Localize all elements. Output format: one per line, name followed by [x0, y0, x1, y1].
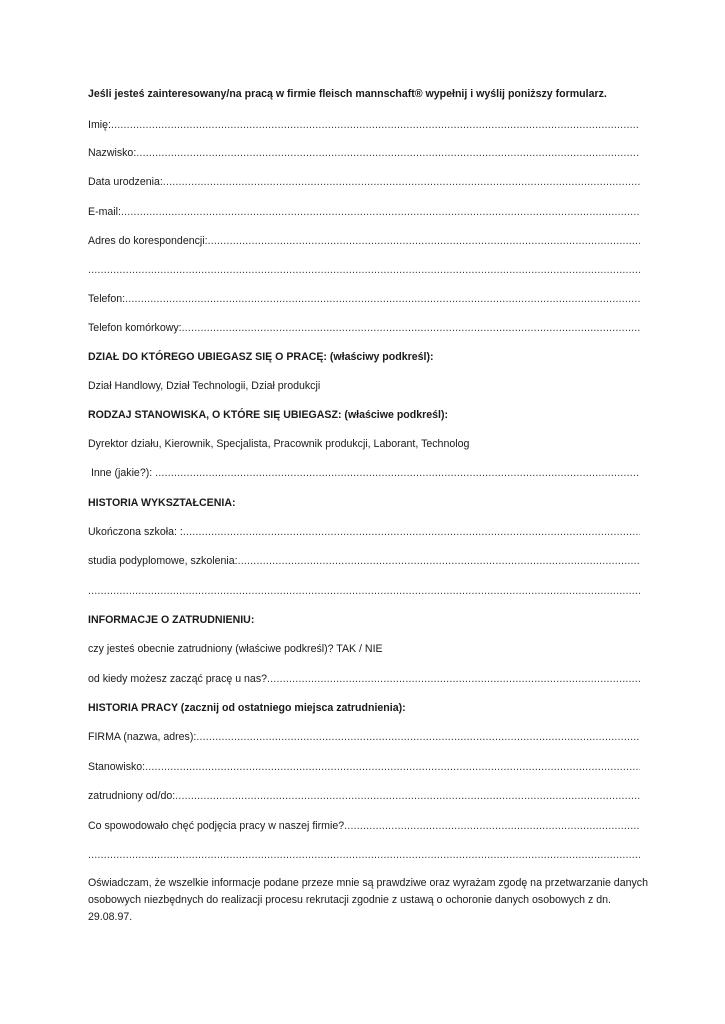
field-powod[interactable] — [88, 819, 640, 833]
field-adres-continuation-dotted-line[interactable] — [88, 263, 640, 277]
dzial-heading: DZIAŁ DO KTÓREGO UBIEGASZ SIĘ O PRACĘ: (właściwy podkreśl): — [88, 351, 434, 363]
field-adres-dotted-line[interactable] — [208, 234, 640, 248]
field-telefon-dotted-line[interactable] — [125, 292, 640, 306]
field-szkola-label: Ukończona szkoła: : — [88, 526, 183, 538]
field-szkola-dotted-line[interactable] — [183, 525, 640, 539]
field-data-urodzenia-dotted-line[interactable] — [163, 175, 640, 189]
field-od-kiedy-label: od kiedy możesz zacząć pracę u nas? — [88, 673, 268, 685]
field-studia-dotted-line[interactable] — [238, 554, 640, 568]
field-nazwisko-label: Nazwisko: — [88, 147, 137, 159]
field-nazwisko[interactable] — [88, 146, 640, 160]
field-stanowisko-dotted-line[interactable] — [145, 760, 640, 774]
field-od-kiedy-dotted-line[interactable] — [267, 672, 640, 686]
field-szkola[interactable] — [88, 525, 640, 539]
field-okres-dotted-line[interactable] — [175, 789, 640, 803]
wyksztalcenie-heading: HISTORIA WYKSZTAŁCENIA: — [88, 497, 236, 509]
field-telefon-komorkowy-dotted-line[interactable] — [182, 321, 640, 335]
historia-pracy-heading: HISTORIA PRACY (zacznij od ostatniego miejsca zatrudnienia): — [88, 702, 406, 714]
field-nazwisko-dotted-line[interactable] — [136, 146, 640, 160]
field-firma-dotted-line[interactable] — [196, 730, 640, 744]
field-telefon-label: Telefon: — [88, 293, 126, 305]
field-powod-continuation-dotted-line[interactable] — [88, 848, 640, 862]
field-data-urodzenia[interactable] — [88, 175, 640, 189]
oswiadczenie-paragraph: Oświadczam, że wszelkie informacje podane przeze mnie są prawdziwe oraz wyrażam zgodę na przetwarzanie danych osobowych niezbędnych do realizacji procesu rekrutacji zgodnie z ustawą o ochoronie danych osobowych z dn. 29.08.97. — [88, 877, 648, 923]
field-studia-continuation-dotted-line[interactable] — [88, 584, 640, 598]
field-email-label: E-mail: — [88, 206, 121, 218]
field-inne-label: Inne (jakie?): — [88, 467, 156, 479]
field-telefon-komorkowy[interactable] — [88, 321, 640, 335]
field-adres-label: Adres do korespondencji: — [88, 235, 208, 247]
zatrudnienie-obecnie[interactable]: czy jesteś obecnie zatrudniony (właściwe podkreśl)? TAK / NIE — [88, 643, 383, 655]
field-stanowisko[interactable] — [88, 760, 640, 774]
field-studia-label: studia podyplomowe, szkolenia: — [88, 555, 238, 567]
field-okres[interactable] — [88, 789, 640, 803]
zatrudnienie-heading: INFORMACJE O ZATRUDNIENIU: — [88, 614, 255, 626]
field-imie-label: Imię: — [88, 119, 111, 131]
field-stanowisko-label: Stanowisko: — [88, 761, 146, 773]
field-email-dotted-line[interactable] — [121, 205, 640, 219]
field-email[interactable] — [88, 205, 640, 219]
form-intro: Jeśli jesteś zainteresowany/na pracą w firmie fleisch mannschaft® wypełnij i wyślij poniższy formularz. — [88, 88, 607, 100]
field-adres-continuation[interactable] — [88, 263, 640, 277]
field-telefon[interactable] — [88, 292, 640, 306]
field-powod-continuation[interactable] — [88, 848, 640, 862]
field-studia[interactable] — [88, 554, 640, 568]
field-firma[interactable] — [88, 730, 640, 744]
field-powod-dotted-line[interactable] — [344, 819, 640, 833]
field-adres[interactable] — [88, 234, 640, 248]
field-telefon-komorkowy-label: Telefon komórkowy: — [88, 322, 182, 334]
field-data-urodzenia-label: Data urodzenia: — [88, 176, 163, 188]
stanowisko-options[interactable]: Dyrektor działu, Kierownik, Specjalista, Pracownik produkcji, Laborant, Technolog — [88, 438, 470, 450]
field-imie[interactable] — [88, 118, 640, 132]
stanowisko-heading: RODZAJ STANOWISKA, O KTÓRE SIĘ UBIEGASZ: (właściwe podkreśl): — [88, 409, 449, 421]
field-studia-continuation[interactable] — [88, 584, 640, 598]
field-imie-dotted-line[interactable] — [111, 118, 640, 132]
field-firma-label: FIRMA (nazwa, adres): — [88, 731, 197, 743]
field-inne-dotted-line[interactable] — [155, 466, 640, 480]
dzial-options[interactable]: Dział Handlowy, Dział Technologii, Dział produkcji — [88, 380, 321, 392]
field-okres-label: zatrudniony od/do: — [88, 790, 176, 802]
field-od-kiedy[interactable] — [88, 672, 640, 686]
field-inne[interactable] — [88, 466, 640, 480]
field-powod-label: Co spowodowało chęć podjęcia pracy w naszej firmie? — [88, 820, 345, 832]
